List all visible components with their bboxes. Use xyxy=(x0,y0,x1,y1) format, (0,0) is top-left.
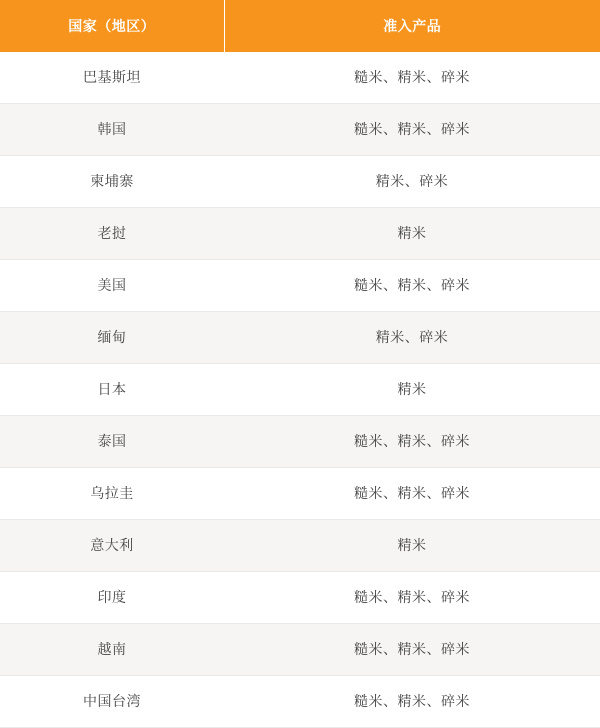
cell-country: 意大利 xyxy=(0,520,224,572)
cell-country: 泰国 xyxy=(0,416,224,468)
cell-product: 糙米、精米、碎米 xyxy=(224,260,600,312)
cell-product: 精米 xyxy=(224,364,600,416)
cell-country: 韩国 xyxy=(0,104,224,156)
table-row xyxy=(0,676,600,728)
table-body xyxy=(0,52,600,728)
table-row xyxy=(0,104,600,156)
table-row xyxy=(0,468,600,520)
column-header-country: 国家（地区） xyxy=(0,0,224,52)
cell-country: 老挝 xyxy=(0,208,224,260)
cell-country: 缅甸 xyxy=(0,312,224,364)
cell-country: 美国 xyxy=(0,260,224,312)
table-header xyxy=(0,0,600,52)
cell-product: 精米、碎米 xyxy=(224,312,600,364)
table-row xyxy=(0,260,600,312)
cell-product: 精米 xyxy=(224,208,600,260)
table-row xyxy=(0,156,600,208)
cell-country: 越南 xyxy=(0,624,224,676)
cell-product: 精米 xyxy=(224,520,600,572)
table-row xyxy=(0,572,600,624)
table-row xyxy=(0,520,600,572)
cell-country: 日本 xyxy=(0,364,224,416)
table-row xyxy=(0,52,600,104)
cell-country: 乌拉圭 xyxy=(0,468,224,520)
cell-product: 糙米、精米、碎米 xyxy=(224,104,600,156)
cell-country: 印度 xyxy=(0,572,224,624)
table-row xyxy=(0,364,600,416)
cell-product: 糙米、精米、碎米 xyxy=(224,468,600,520)
table-header-row xyxy=(0,0,600,52)
table-row xyxy=(0,208,600,260)
cell-product: 糙米、精米、碎米 xyxy=(224,572,600,624)
column-header-product: 准入产品 xyxy=(224,0,600,52)
cell-product: 糙米、精米、碎米 xyxy=(224,416,600,468)
cell-product: 糙米、精米、碎米 xyxy=(224,52,600,104)
table-row xyxy=(0,416,600,468)
cell-country: 中国台湾 xyxy=(0,676,224,728)
cell-product: 糙米、精米、碎米 xyxy=(224,624,600,676)
table-row xyxy=(0,624,600,676)
table-row xyxy=(0,312,600,364)
cell-country: 柬埔寨 xyxy=(0,156,224,208)
cell-country: 巴基斯坦 xyxy=(0,52,224,104)
cell-product: 糙米、精米、碎米 xyxy=(224,676,600,728)
cell-product: 精米、碎米 xyxy=(224,156,600,208)
